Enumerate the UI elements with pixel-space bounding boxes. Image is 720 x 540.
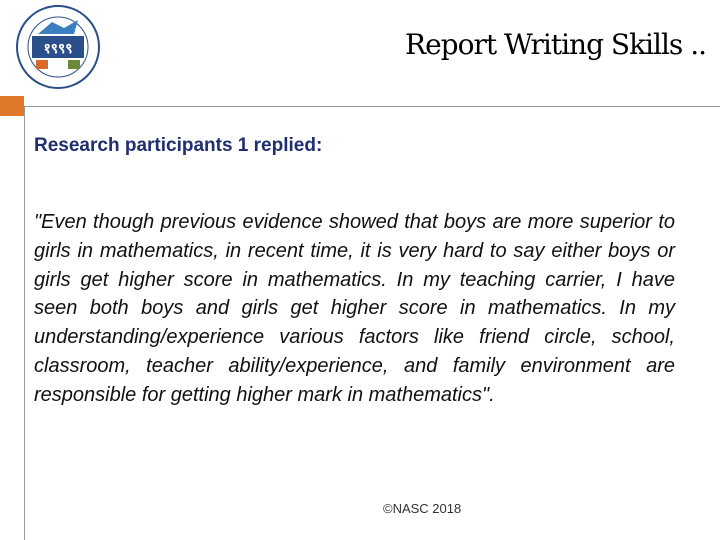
logo-emblem-text: १९९९	[43, 41, 73, 57]
participant-quote: "Even though previous evidence showed that boys are more superior to girls in mathematics, in recent time, it is very hard to say either boys or girls get higher score in mathematics. In my teaching carrier, I have seen both boys and girls get higher score in mathematics. In my understanding/experience various factors like friend circle, school, classroom, teacher ability/experience, and family environment are responsible for getting higher mark in mathematics".	[34, 211, 675, 406]
accent-bar	[0, 96, 24, 116]
participant-heading: Research participants 1 replied:	[34, 135, 323, 156]
side-divider	[24, 106, 25, 540]
copyright-footer: ©NASC 2018	[383, 501, 462, 516]
institute-logo	[8, 4, 108, 90]
slide-title: Report Writing Skills ..	[405, 28, 706, 61]
header-divider	[24, 106, 720, 107]
